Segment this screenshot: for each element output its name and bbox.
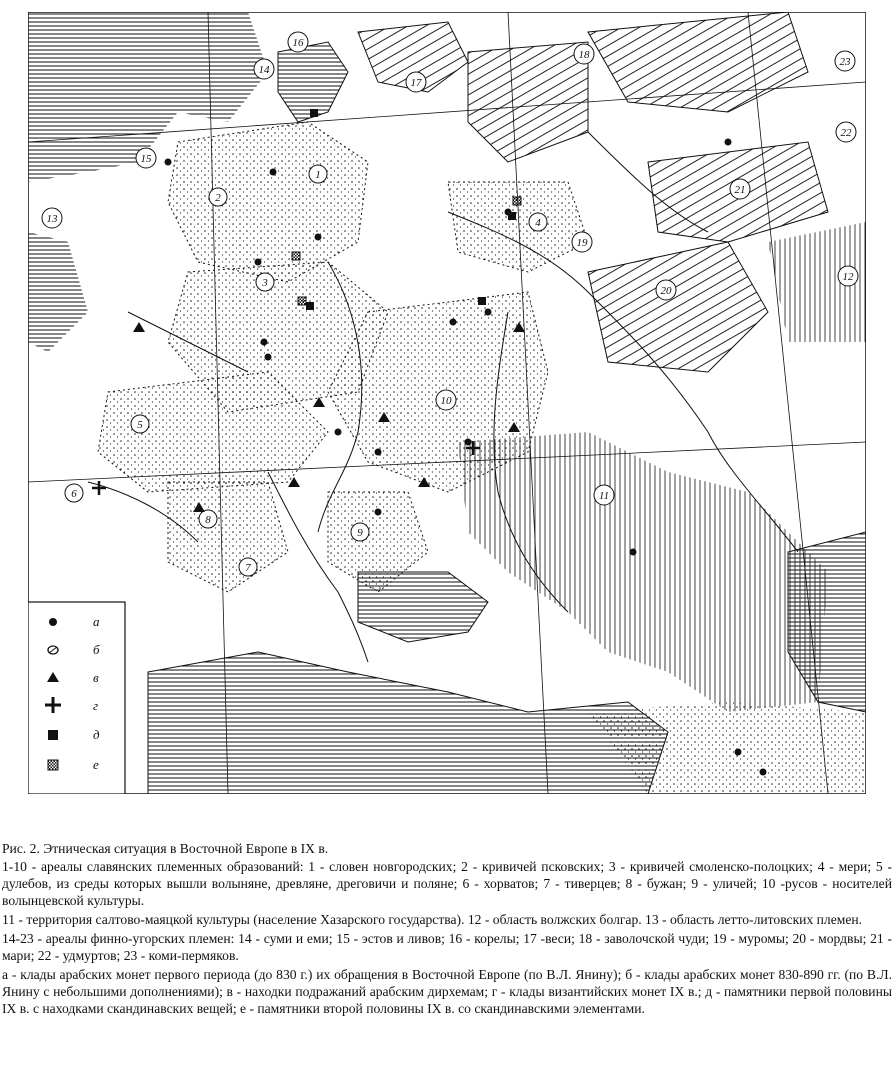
svg-text:22: 22 xyxy=(840,127,852,139)
svg-text:7: 7 xyxy=(245,562,251,574)
svg-text:13: 13 xyxy=(46,213,58,225)
svg-text:16: 16 xyxy=(292,37,304,49)
svg-text:11: 11 xyxy=(598,490,610,502)
svg-text:6: 6 xyxy=(71,488,77,500)
caption-legend: а - клады арабских монет первого периода (до 830 г.) их обращения в Восточной Европе (по В.Л. Янину); б - клады арабских монет 830-890 гг. (по В.Л. Янину с небольшими дополнениями); в - находки подражаний арабским дирхемам; г - клады византийских монет IX в.; д - памятники первой половины IX в. с находками скандинавских вещей; е - памятники второй половины IX в. со скандинавскими элементами. xyxy=(2,967,892,1016)
area-label-6 xyxy=(65,484,83,502)
area-label-18 xyxy=(574,44,594,64)
area-label-5 xyxy=(131,415,149,433)
area-label-19 xyxy=(572,232,592,252)
svg-text:20: 20 xyxy=(660,285,672,297)
svg-text:в: в xyxy=(93,670,99,685)
area-label-3 xyxy=(256,273,274,291)
area-label-22 xyxy=(836,122,856,142)
svg-text:а: а xyxy=(93,614,100,629)
area-label-2 xyxy=(209,188,227,206)
caption-title: Рис. 2. Этническая ситуация в Восточной Европе в IX в. xyxy=(2,841,329,856)
area-label-21 xyxy=(730,179,750,199)
svg-text:4: 4 xyxy=(535,217,541,229)
svg-text:3: 3 xyxy=(262,277,268,289)
area-label-12 xyxy=(838,266,858,286)
svg-text:9: 9 xyxy=(357,527,363,539)
svg-text:17: 17 xyxy=(410,77,422,89)
svg-text:21: 21 xyxy=(734,184,746,196)
area-label-17 xyxy=(406,72,426,92)
checkered-square-icon xyxy=(48,760,58,770)
svg-text:19: 19 xyxy=(576,237,588,249)
svg-text:д: д xyxy=(93,727,100,742)
figure-caption xyxy=(2,840,892,1019)
svg-text:е: е xyxy=(93,757,99,772)
area-label-23 xyxy=(835,51,855,71)
svg-text:8: 8 xyxy=(205,514,211,526)
area-label-13 xyxy=(42,208,62,228)
area-label-16 xyxy=(288,32,308,52)
svg-text:10: 10 xyxy=(440,395,452,407)
square-icon xyxy=(48,730,58,740)
area-label-1 xyxy=(309,165,327,183)
caption-finno-ugric: 14-23 - ареалы финно-угорских племен: 14 - суми и еми; 15 - эстов и ливов; 16 - корелы; 17 -веси; 18 - заволочской чуди; 19 - муромы; 20 - мордвы; 21 - мари; 22 - удмуртов; 23 - коми-пермяков. xyxy=(2,931,892,963)
svg-text:5: 5 xyxy=(137,419,143,431)
area-label-9 xyxy=(351,523,369,541)
svg-text:б: б xyxy=(93,642,100,657)
svg-text:12: 12 xyxy=(842,271,854,283)
area-label-11 xyxy=(594,485,614,505)
dot-circle-icon xyxy=(49,618,57,626)
area-label-10 xyxy=(436,390,456,410)
legend xyxy=(28,602,125,794)
area-label-14 xyxy=(254,59,274,79)
area-label-8 xyxy=(199,510,217,528)
area-label-20 xyxy=(656,280,676,300)
svg-text:1: 1 xyxy=(315,169,321,181)
svg-text:2: 2 xyxy=(215,192,221,204)
svg-text:23: 23 xyxy=(839,56,851,68)
caption-khazar: 11 - территория салтово-маяцкой культуры (население Хазарского государства). 12 - область волжских болгар. 13 - область летто-литовских племен. xyxy=(2,912,863,927)
svg-text:г: г xyxy=(93,698,99,713)
area-label-4 xyxy=(529,213,547,231)
ethnic-map xyxy=(28,12,866,794)
caption-slavic: 1-10 - ареалы славянских племенных образований: 1 - словен новгородских; 2 - кривичей псковских; 3 - кривичей смоленско-полоцких; 4 - мери; 5 - дулебов, из среды которых вышли волыняне, древляне, дреговичи и поляне; 6 - хорватов; 7 - тиверцев; 8 - бужан; 9 - уличей; 10 -русов - носителей волынцевской культуры. xyxy=(2,859,892,908)
area-label-15 xyxy=(136,148,156,168)
svg-text:15: 15 xyxy=(140,153,152,165)
area-label-7 xyxy=(239,558,257,576)
svg-text:14: 14 xyxy=(258,64,270,76)
svg-text:18: 18 xyxy=(578,49,590,61)
